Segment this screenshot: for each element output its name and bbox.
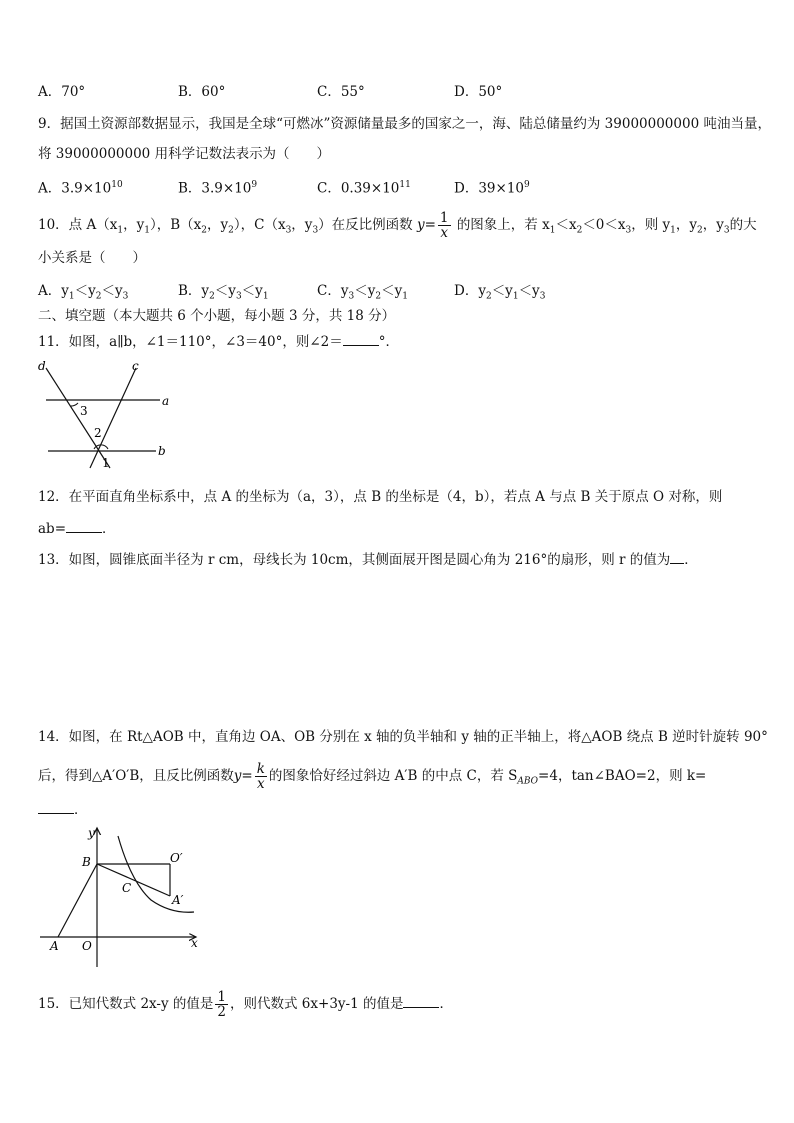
q10-option-b: B．$y_2<y_3<y_1$ bbox=[178, 283, 269, 302]
q15-fraction: $\frac{1}{2}$ bbox=[217, 989, 227, 1020]
line-d bbox=[46, 368, 110, 468]
q12-answer-blank bbox=[66, 532, 102, 533]
q14-stem-line3: ． bbox=[38, 800, 88, 820]
q9-option-d: D．$39\times 10^9$ bbox=[454, 180, 530, 197]
q11-parallel-lines-figure bbox=[32, 356, 182, 474]
label-O-prime: O′ bbox=[170, 851, 183, 865]
q15-answer-blank bbox=[403, 1007, 439, 1008]
segment-A-prime-B bbox=[97, 864, 170, 896]
label-O: O bbox=[82, 939, 92, 953]
q10-stem-line2: 小关系是（ ） bbox=[38, 250, 146, 266]
section-heading-fill-in: 二、填空题（本大题共 6 个小题，每小题 3 分，共 18 分） bbox=[38, 308, 396, 324]
q13-stem: 13．如图，圆锥底面半径为 r cm，母线长为 10cm，其侧面展开图是圆心角为 216°的扇形，则 r 的值为 ． bbox=[38, 552, 698, 568]
q10-option-c: C．$y_3<y_2<y_1$ bbox=[317, 283, 408, 302]
q12-stem-line2: ab= ． bbox=[38, 521, 116, 537]
q10-stem-line1: 10．点 $A(x_1$，$y_1$），$B(x_2$，$y_2$），$C(x_3$，$y_3$）在反比例函数 y= $\frac{1}{x}$ 的图象上，若 $x_1<x_2<0<x_3$，则 $y_1$，$y_2$，$y_3$的大 bbox=[38, 210, 757, 241]
q10-option-a: A．$y_1<y_2<y_3$ bbox=[38, 283, 129, 302]
q8-option-d: D．50° bbox=[454, 84, 503, 100]
label-C: C bbox=[122, 881, 132, 895]
q8-option-b: B．60° bbox=[178, 84, 226, 100]
q9-option-a: A．$3.9\times 10^{10}$ bbox=[38, 180, 123, 197]
q14-stem-line1: 14．如图，在 Rt△AOB 中，直角边 OA、OB 分别在 x 轴的负半轴和 y 轴的正半轴上，将△AOB 绕点 B 逆时针旋转 90° bbox=[38, 729, 768, 745]
q9-stem-line2: 将 39000000000 用科学记数法表示为（ ） bbox=[38, 146, 331, 162]
q9-option-c: C．$0.39\times 10^{11}$ bbox=[317, 180, 411, 197]
label-a: a bbox=[162, 394, 170, 408]
q9-option-b: B．$3.9\times 10^9$ bbox=[178, 180, 258, 197]
label-d: d bbox=[38, 359, 46, 373]
label-c: c bbox=[132, 359, 139, 373]
q14-fraction: $\frac{k}{x}$ bbox=[256, 761, 265, 792]
label-A-prime: A′ bbox=[172, 893, 184, 907]
q8-option-c: C．55° bbox=[317, 84, 365, 100]
q8-option-a: A．70° bbox=[38, 84, 86, 100]
label-b: b bbox=[158, 444, 166, 458]
label-angle-2: 2 bbox=[94, 426, 102, 440]
label-B: B bbox=[82, 855, 91, 869]
label-angle-1: 1 bbox=[102, 456, 110, 470]
q10-fraction: $\frac{1}{x}$ bbox=[439, 210, 449, 241]
label-x: x bbox=[191, 936, 198, 950]
line-c bbox=[90, 368, 136, 468]
q15-stem: 15．已知代数式 2x-y 的值是 $\frac{1}{2}$ ，则代数式 6x+3y-1 的值是 ． bbox=[38, 989, 453, 1020]
segment-AB bbox=[58, 864, 97, 937]
label-A: A bbox=[50, 939, 59, 953]
q10-option-d: D．$y_2<y_1<y_3$ bbox=[454, 283, 546, 302]
label-angle-3: 3 bbox=[80, 404, 88, 418]
angle-3-arc bbox=[70, 403, 78, 406]
q12-stem-line1: 12．在平面直角坐标系中，点 A 的坐标为（a，3），点 B 的坐标是（4，b），若点 A 与点 B 关于原点 O 对称，则 bbox=[38, 489, 723, 505]
q13-answer-blank bbox=[670, 563, 684, 564]
q11-answer-blank bbox=[343, 345, 379, 346]
q14-coordinate-figure bbox=[36, 822, 206, 970]
q11-stem: 11．如图，a∥b，∠1＝110°，∠3＝40°，则∠2＝ °． bbox=[38, 334, 400, 350]
q14-answer-blank bbox=[38, 813, 74, 814]
q9-stem-line1: 9．据国土资源部数据显示，我国是全球“可燃冰”资源储量最多的国家之一，海、陆总储量约为 39000000000 吨油当量， bbox=[38, 116, 771, 132]
label-y: y bbox=[88, 826, 95, 840]
q14-stem-line2: 后，得到△A′O′B，且反比例函数y= $\frac{k}{x}$ 的图象恰好经过斜边 A′B 的中点 C，若 $S_{ABO}=4$，tan∠BAO=2，则 k= bbox=[38, 761, 707, 792]
